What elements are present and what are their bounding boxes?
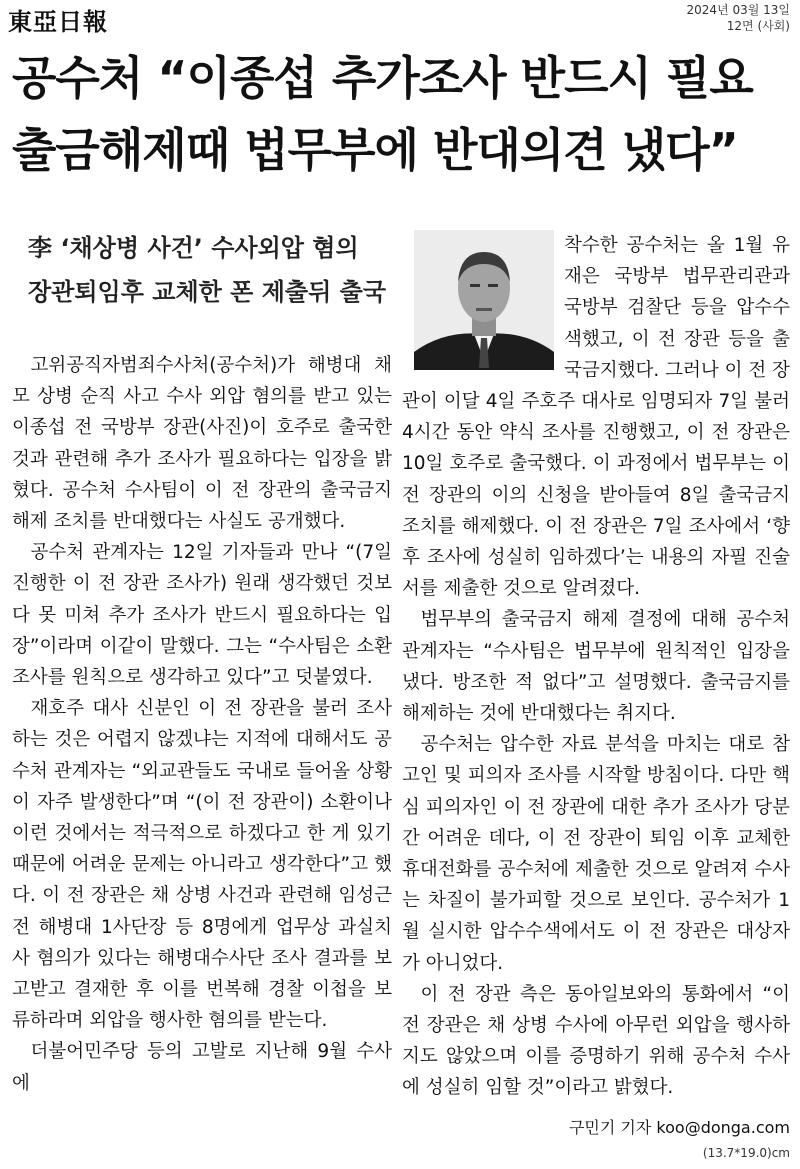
article-column-left xyxy=(12,350,392,1099)
headline-line-2: 출금해제때 법무부에 반대의견 냈다” xyxy=(12,123,738,177)
subheadline xyxy=(28,226,398,314)
paragraph-3: 재호주 대사 신분인 이 전 장관을 불러 조사하는 것은 어렵지 않겠냐는 지적에 대해서도 공수처 관계자는 “외교관들도 국내로 들어올 상황이 자주 발생한다”며 “(이 전 장관이) 소환이나 이런 것에서는 적극적으로 하겠다고 한 게 있기 때문에 어려운 문제는 아니라고 생각한다”고 했다. 이 전 장관은 채 상병 사건과 관련해 임성근 전 해병대 1사단장 등 8명에게 업무상 과실치사 혐의가 있다는 해병대수사단 조사 결과를 보고받고 결재한 후 이를 번복해 경찰 이첩을 보류하라며 외압을 행사한 혐의를 받는다. xyxy=(12,698,392,1032)
byline: 구민기 기자 koo@donga.com xyxy=(568,1118,790,1137)
paragraph-6: 공수처는 압수한 자료 분석을 마치는 대로 참고인 및 피의자 조사를 시작할 방침이다. 다만 핵심 피의자인 이 전 장관에 대한 추가 조사가 당분간 어려운 데다, 이 전 장관이 퇴임 이후 교체한 휴대전화를 공수처에 제출한 것으로 알려져 수사는 차질이 불가피할 것으로 보인다. 공수처가 1월 실시한 압수수색에서도 이 전 장관은 대상자가 아니었다. xyxy=(402,734,790,974)
portrait-photo xyxy=(414,230,554,370)
paragraph-1: 고위공직자범죄수사처(공수처)가 해병대 채 모 상병 순직 사고 수사 외압 혐의를 받고 있는 이종섭 전 국방부 장관(사진)이 호주로 출국한 것과 관련해 추가 조사가 필요하다는 입장을 밝혔다. 공수처 수사팀이 이 전 장관의 출국금지 해제 조치를 반대했다는 사실도 공개했다. xyxy=(12,355,392,533)
headline-line-1: 공수처 “이종섭 추가조사 반드시 필요 xyxy=(12,51,753,105)
subhead-line-1: 李 ‘채상병 사건’ 수사외압 혐의 xyxy=(28,234,359,262)
headline xyxy=(12,42,792,186)
newspaper-logo: 東亞日報 xyxy=(8,7,108,36)
paragraph-5: 법무부의 출국금지 해제 결정에 대해 공수처 관계자는 “수사팀은 법무부에 원칙적인 입장을 냈다. 방조한 적 없다”고 설명했다. 출국금지를 해제하는 것에 반대했다는 취지다. xyxy=(402,609,790,725)
masthead xyxy=(0,0,800,36)
paragraph-7: 이 전 장관 측은 동아일보와의 통화에서 “이 전 장관은 채 상병 수사에 아무런 외압을 행사하지도 않았으며 이를 증명하기 위해 공수처 수사에 성실히 임할 것”이라고 밝혔다. xyxy=(402,983,790,1099)
paragraph-4-continued: 착수한 공수처는 올 1월 유재은 국방부 법무관리관과 국방부 검찰단 등을 압수수색했고, 이 전 장관 등을 출국금지했다. 그러나 이 전 장관이 이달 4일 주호주 대사로 임명되자 7일 불러 4시간 동안 약식 조사를 진행했고, 이 전 장관은 10일 호주로 출국했다. 이 과정에서 법무부는 이 전 장관의 이의 신청을 받아들여 8일 출국금지 조치를 해제했다. 이 전 장관은 7일 조사에서 ‘향후 조사에 성실히 임하겠다’는 내용의 자필 진술서를 제출한 것으로 알려졌다. xyxy=(402,235,790,600)
article-size-note: (13.7*19.0)cm xyxy=(702,1146,790,1160)
paragraph-4: 더불어민주당 등의 고발로 지난해 9월 수사에 xyxy=(12,1041,392,1094)
page-section: 12면 (사회) xyxy=(726,19,790,33)
paragraph-2: 공수처 관계자는 12일 기자들과 만나 “(7일 진행한 이 전 장관 조사가) 원래 생각했던 것보다 못 미쳐 추가 조사가 반드시 필요하다는 입장”이라며 이같이 말했다. 그는 “수사팀은 소환 조사를 원칙으로 생각하고 있다”고 덧붙였다. xyxy=(12,542,392,689)
portrait-image xyxy=(414,230,554,370)
subhead-line-2: 장관퇴임후 교체한 폰 제출뒤 출국 xyxy=(28,278,386,306)
issue-meta xyxy=(687,2,790,34)
issue-date: 2024년 03월 13일 xyxy=(686,3,790,17)
article-column-right xyxy=(402,230,790,1104)
